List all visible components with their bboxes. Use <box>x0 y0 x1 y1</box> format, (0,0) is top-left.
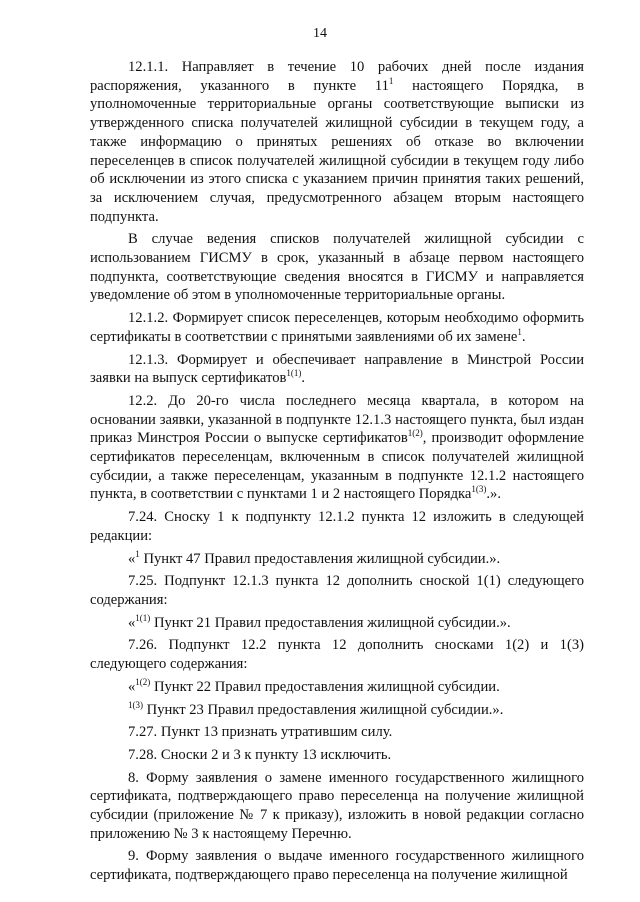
paragraph-7-27: 7.27. Пункт 13 признать утратившим силу. <box>128 724 393 741</box>
paragraph-12-1-3: 12.1.3. Формирует и обеспечивает направление в Минстрой России заявки на выпуск сертификатов$^{1(1)}$. <box>90 351 584 387</box>
paragraph-9: 9. Форму заявления о выдаче именного государственного жилищного сертификата, подтверждающего право переселенца на получение жилищной <box>90 848 584 884</box>
footnote-text-1: «$^1$ Пункт 47 Правил предоставления жилищной субсидии.». <box>128 548 501 567</box>
paragraph-7-26: 7.26. Подпункт 12.2 пункта 12 дополнить сносками 1(2) и 1(3) следующего содержания: <box>90 637 584 673</box>
footnote-text-1-2: «$^{1(2)}$ Пункт 22 Правил предоставления жилищной субсидии. <box>128 676 500 695</box>
paragraph-12-1-1: 12.1.1. Направляет в течение 10 рабочих дней после издания распоряжения, указанного в пункте $11^1$ настоящего Порядка, в уполномоченные территориальные органы соответствующие выписки из утвержденного списка получателей жилищной субсидии в текущем году, а также информацию о принятых решениях об отказе во включении переселенцев в список получателей жилищной субсидии в текущем году либо об исключении из этого списка с указанием причин принятия таких решений, за исключением случая, предусмотренного абзацем вторым настоящего подпункта. <box>90 59 584 225</box>
footnote-ref: 1 <box>517 326 522 337</box>
paragraph-gismu: В случае ведения списков получателей жилищной субсидии с использованием ГИСМУ в срок, указанный в абзаце первом настоящего подпункта, соответствующие сведения вносятся в ГИСМУ и направляется уведомление об этом в уполномоченные территориальные органы. <box>90 231 584 304</box>
footnote-ref: 1 <box>135 548 140 559</box>
footnote-text-1-3: $^{1(3)}$ Пункт 23 Правил предоставления жилищной субсидии.». <box>128 699 504 718</box>
page-number: 14 <box>313 26 327 41</box>
footnote-ref: 1(2) <box>407 428 423 439</box>
footnote-text-1-1: «$^{1(1)}$ Пункт 21 Правил предоставления жилищной субсидии.». <box>128 612 511 631</box>
footnote-ref: 1(3) <box>128 699 143 710</box>
paragraph-8: 8. Форму заявления о замене именного государственного жилищного сертификата, подтверждающего право переселенца на получение жилищной субсидии (приложение № 7 к приказу), изложить в новой редакции согласно приложению № 3 к настоящему Перечню. <box>90 769 584 842</box>
paragraph-12-2: 12.2. До 20-го числа последнего месяца квартала, в котором на основании заявки, указанной в подпункте 12.1.3 настоящего пункта, был издан приказ Минстроя России о выпуске сертификатов$^{1(2)}$, производит оформление сертификатов переселенцам, включенным в список получателей жилищной субсидии, а также переселенцам, указанным в подпункте 12.1.2 настоящего пункта, в соответствии с пунктами 1 и 2 настоящего Порядка$^{1(3)}$.». <box>90 392 584 503</box>
paragraph-12-1-2: 12.1.2. Формирует список переселенцев, которым необходимо оформить сертификаты в соответствии с принятыми заявлениями об их замене$^1$. <box>90 310 584 345</box>
footnote-ref: 1(3) <box>471 484 487 495</box>
footnote-ref: 1(1) <box>286 368 302 379</box>
footnote-ref: 1 <box>388 75 394 86</box>
footnote-ref: 1(1) <box>135 612 151 623</box>
document-body <box>90 58 584 885</box>
paragraph-7-24: 7.24. Сноску 1 к подпункту 12.1.2 пункта 12 изложить в следующей редакции: <box>90 509 584 544</box>
paragraph-7-28: 7.28. Сноски 2 и 3 к пункту 13 исключить. <box>128 746 392 763</box>
footnote-ref: 1(2) <box>135 676 151 687</box>
paragraph-7-25: 7.25. Подпункт 12.1.3 пункта 12 дополнить сноской 1(1) следующего содержания: <box>90 573 584 608</box>
